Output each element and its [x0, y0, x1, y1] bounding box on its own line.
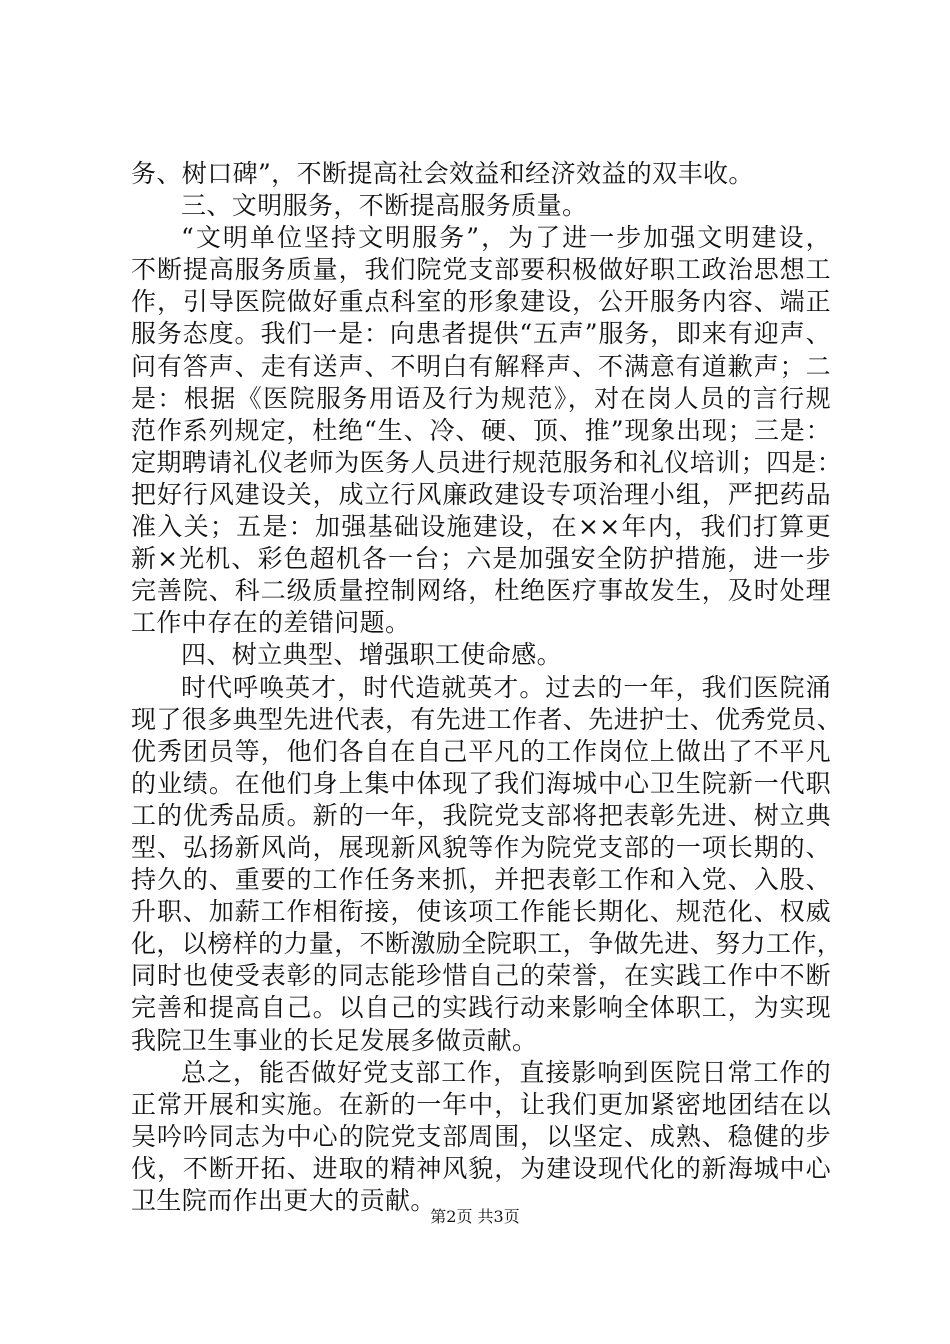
text-line: 我院卫生事业的长足发展多做贡献。	[131, 1025, 538, 1055]
page-footer: 第2页 共3页	[430, 1207, 520, 1226]
text-line: 型、弘扬新风尚，展现新风貌等作为院党支部的一项长期的、	[131, 832, 831, 862]
text-line: 不断提高服务质量，我们院党支部要积极做好职工政治思想工	[131, 255, 831, 285]
text-line: 定期聘请礼仪老师为医务人员进行规范服务和礼仪培训；四是：	[131, 447, 843, 477]
text-line: 是：根据《医院服务用语及行为规范》，对在岗人员的言行规	[131, 383, 831, 413]
text-line: 优秀团员等，他们各自在自己平凡的工作岗位上做出了不平凡	[131, 736, 831, 766]
text-line: 总之，能否做好党支部工作，直接影响到医院日常工作的	[181, 1057, 831, 1087]
text-line: 完善和提高自己。以自己的实践行动来影响全体职工，为实现	[131, 993, 831, 1023]
text-line: 务、树口碑”，不断提高社会效益和经济效益的双丰收。	[131, 159, 754, 188]
text-line: 工作中存在的差错问题。	[131, 608, 411, 638]
text-line: 新×光机、彩色超机各一台；六是加强安全防护措施，进一步	[131, 544, 831, 574]
text-line: 卫生院而作出更大的贡献。	[131, 1186, 436, 1215]
text-line: 完善院、科二级质量控制网络，杜绝医疗事故发生，及时处理	[131, 576, 831, 606]
text-line: 现了很多典型先进代表，有先进工作者、先进护士、优秀党员、	[131, 704, 843, 734]
text-line: 准入关；五是：加强基础设施建设，在××年内，我们打算更	[131, 512, 831, 542]
text-line: 服务态度。我们一是：向患者提供“五声”服务，即来有迎声、	[131, 319, 831, 349]
text-line: 升职、加薪工作相衔接，使该项工作能长期化、规范化、权威	[131, 897, 831, 927]
text-line: 把好行风建设关，成立行风廉政建设专项治理小组，严把药品	[131, 479, 831, 509]
text-line: 范作系列规定，杜绝“生、冷、硬、顶、推”现象出现；三是：	[131, 415, 831, 445]
text-line: 伐，不断开拓、进取的精神风貌，为建设现代化的新海城中心	[131, 1153, 831, 1183]
section-heading: 四、树立典型、增强职工使命感。	[181, 640, 563, 670]
text-line: 的业绩。在他们身上集中体现了我们海城中心卫生院新一代职	[131, 768, 831, 798]
text-line: 问有答声、走有送声、不明白有解释声、不满意有道歉声；二	[131, 351, 831, 381]
text-line: 工的优秀品质。新的一年，我院党支部将把表彰先进、树立典	[131, 800, 831, 830]
section-heading: 三、文明服务，不断提高服务质量。	[181, 191, 588, 221]
text-line: 作，引导医院做好重点科室的形象建设，公开服务内容、端正	[131, 287, 831, 317]
text-line: 化，以榜样的力量，不断激励全院职工，争做先进、努力工作，	[131, 929, 843, 959]
text-line: 时代呼唤英才，时代造就英才。过去的一年，我们医院涌	[181, 672, 831, 702]
text-line: 持久的、重要的工作任务来抓，并把表彰工作和入党、入股、	[131, 865, 831, 895]
document-body	[131, 158, 843, 1217]
text-line: “文明单位坚持文明服务”，为了进一步加强文明建设，	[181, 223, 831, 253]
text-line: 吴吟吟同志为中心的院党支部周围，以坚定、成熟、稳健的步	[131, 1121, 831, 1151]
text-line: 同时也使受表彰的同志能珍惜自己的荣誉，在实践工作中不断	[131, 961, 831, 991]
text-line: 正常开展和实施。在新的一年中，让我们更加紧密地团结在以	[131, 1089, 831, 1119]
